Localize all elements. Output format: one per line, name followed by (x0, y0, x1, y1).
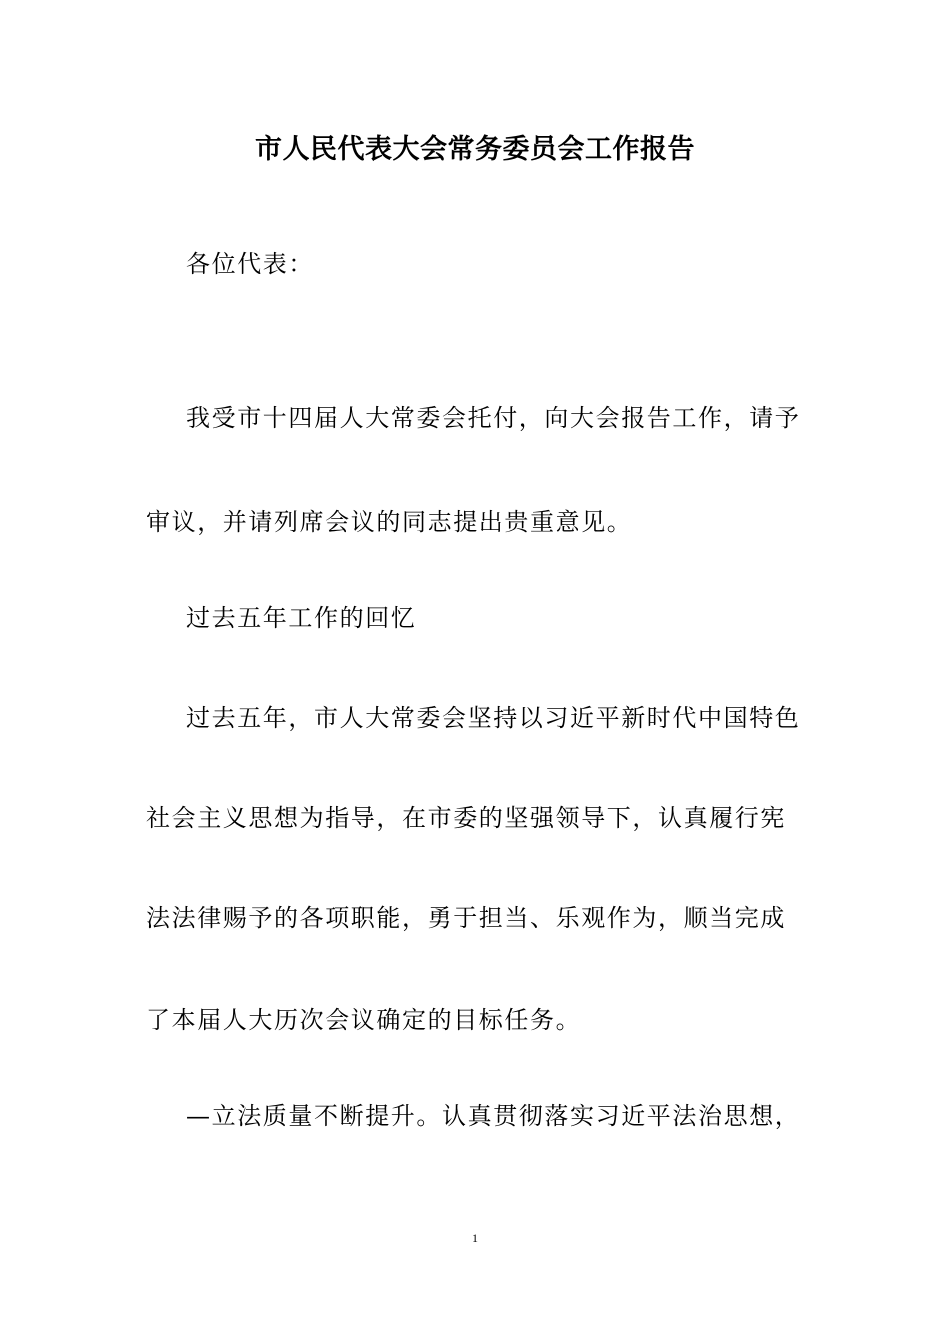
salutation-line: 各位代表： (186, 250, 314, 278)
paragraph-line: 审议，并请列席会议的同志提出贵重意见。 (146, 508, 633, 536)
document-title: 市人民代表大会常务委员会工作报告 (255, 134, 695, 165)
paragraph-line: 法法律赐予的各项职能，勇于担当、乐观作为，顺当完成 (146, 904, 786, 932)
paragraph-line: 我受市十四届人大常委会托付，向大会报告工作，请予 (186, 404, 801, 432)
paragraph-line: —立法质量不断提升。认真贯彻落实习近平法治思想， (186, 1102, 801, 1130)
paragraph-line: 过去五年，市人大常委会坚持以习近平新时代中国特色 (186, 704, 801, 732)
section-heading-line: 过去五年工作的回忆 (186, 604, 417, 632)
paragraph-line: 社会主义思想为指导，在市委的坚强领导下，认真履行宪 (146, 804, 786, 832)
paragraph-line: 了本届人大历次会议确定的目标任务。 (146, 1006, 582, 1034)
page-number: 1 (472, 1231, 478, 1245)
